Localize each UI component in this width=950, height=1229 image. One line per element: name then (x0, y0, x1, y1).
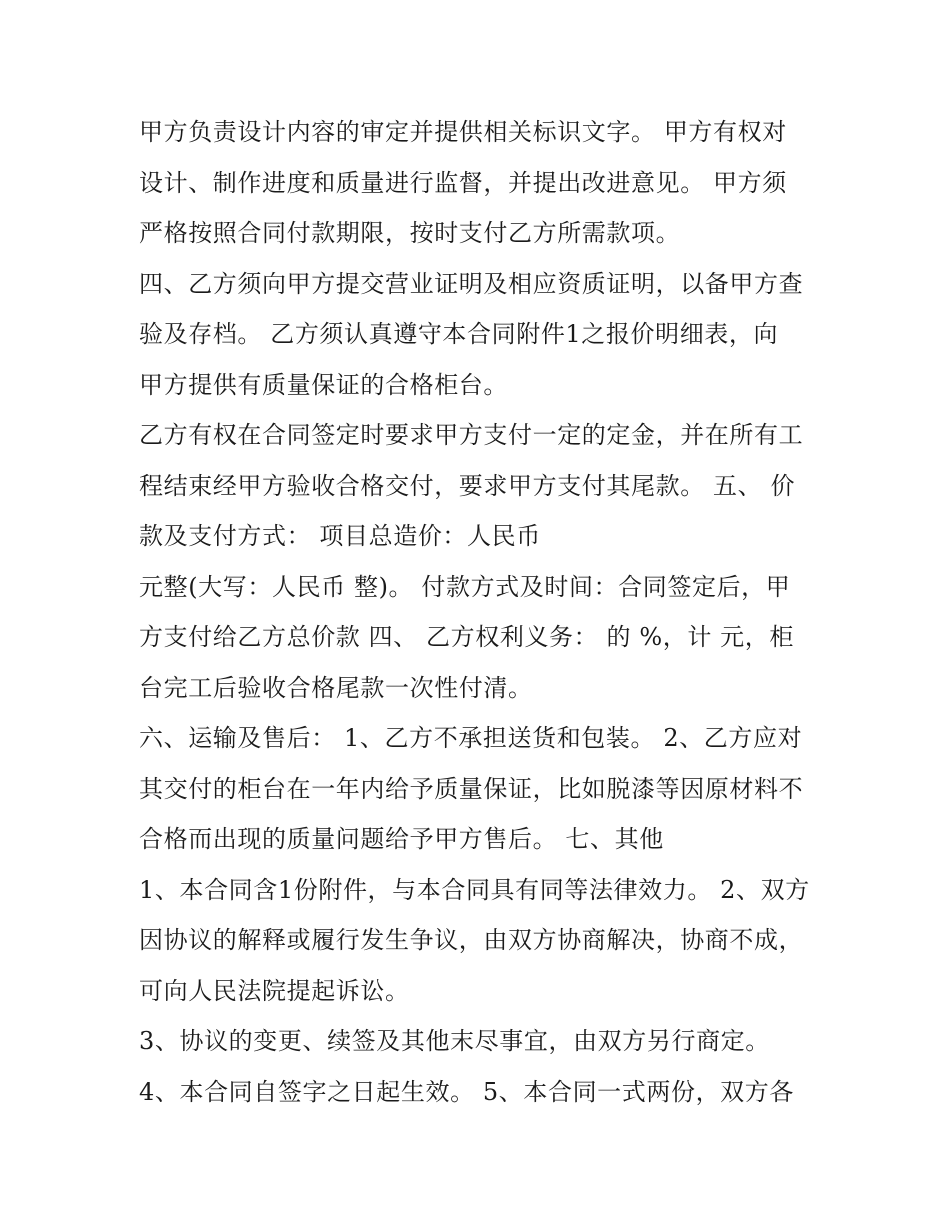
text-line: 4、本合同自签字之日起生效。 5、本合同一式两份，双方各 (139, 1077, 794, 1106)
text-line: 设计、制作进度和质量进行监督，并提出改进意见。 甲方须 (139, 168, 787, 197)
text-line: 验及存档。 乙方须认真遵守本合同附件1之报价明细表，向 (139, 320, 779, 348)
text-line: 甲方负责设计内容的审定并提供相关标识文字。 甲方有权对 (139, 118, 787, 146)
text-line: 乙方有权在合同签定时要求甲方支付一定的定金，并在所有工 (139, 421, 804, 449)
text-line: 严格按照合同付款期限，按时支付乙方所需款项。 (139, 219, 681, 247)
text-line: 因协议的解释或履行发生争议，由双方协商解决，协商不成， (139, 926, 804, 954)
text-line: 款及支付方式： 项目总造价：人民币 (139, 522, 541, 550)
contract-text-body (139, 107, 829, 1117)
text-line: 可向人民法院提起诉讼。 (139, 976, 410, 1005)
text-line: 其交付的柜台在一年内给予质量保证，比如脱漆等因原材料不 (139, 774, 804, 803)
text-line: 元整(大写：人民币 整)。 付款方式及时间：合同签定后，甲 (139, 572, 791, 601)
text-line: 台完工后验收合格尾款一次性付清。 (139, 673, 533, 702)
text-line: 四、乙方须向甲方提交营业证明及相应资质证明，以备甲方查 (139, 269, 804, 298)
text-line: 合格而出现的质量问题给予甲方售后。 七、其他 (139, 825, 664, 853)
text-line: 1、本合同含1份附件，与本合同具有同等法律效力。 2、双方 (139, 875, 810, 904)
text-line: 程结束经甲方验收合格交付，要求甲方支付其尾款。 五、 价 (139, 471, 796, 500)
text-line: 甲方提供有质量保证的合格柜台。 (139, 370, 508, 399)
text-line: 3、协议的变更、续签及其他末尽事宜，由双方另行商定。 (139, 1027, 770, 1055)
text-line: 六、运输及售后： 1、乙方不承担送货和包装。 2、乙方应对 (139, 724, 803, 752)
text-line: 方支付给乙方总价款 四、 乙方权利义务： 的 %，计 元，柜 (139, 623, 794, 651)
